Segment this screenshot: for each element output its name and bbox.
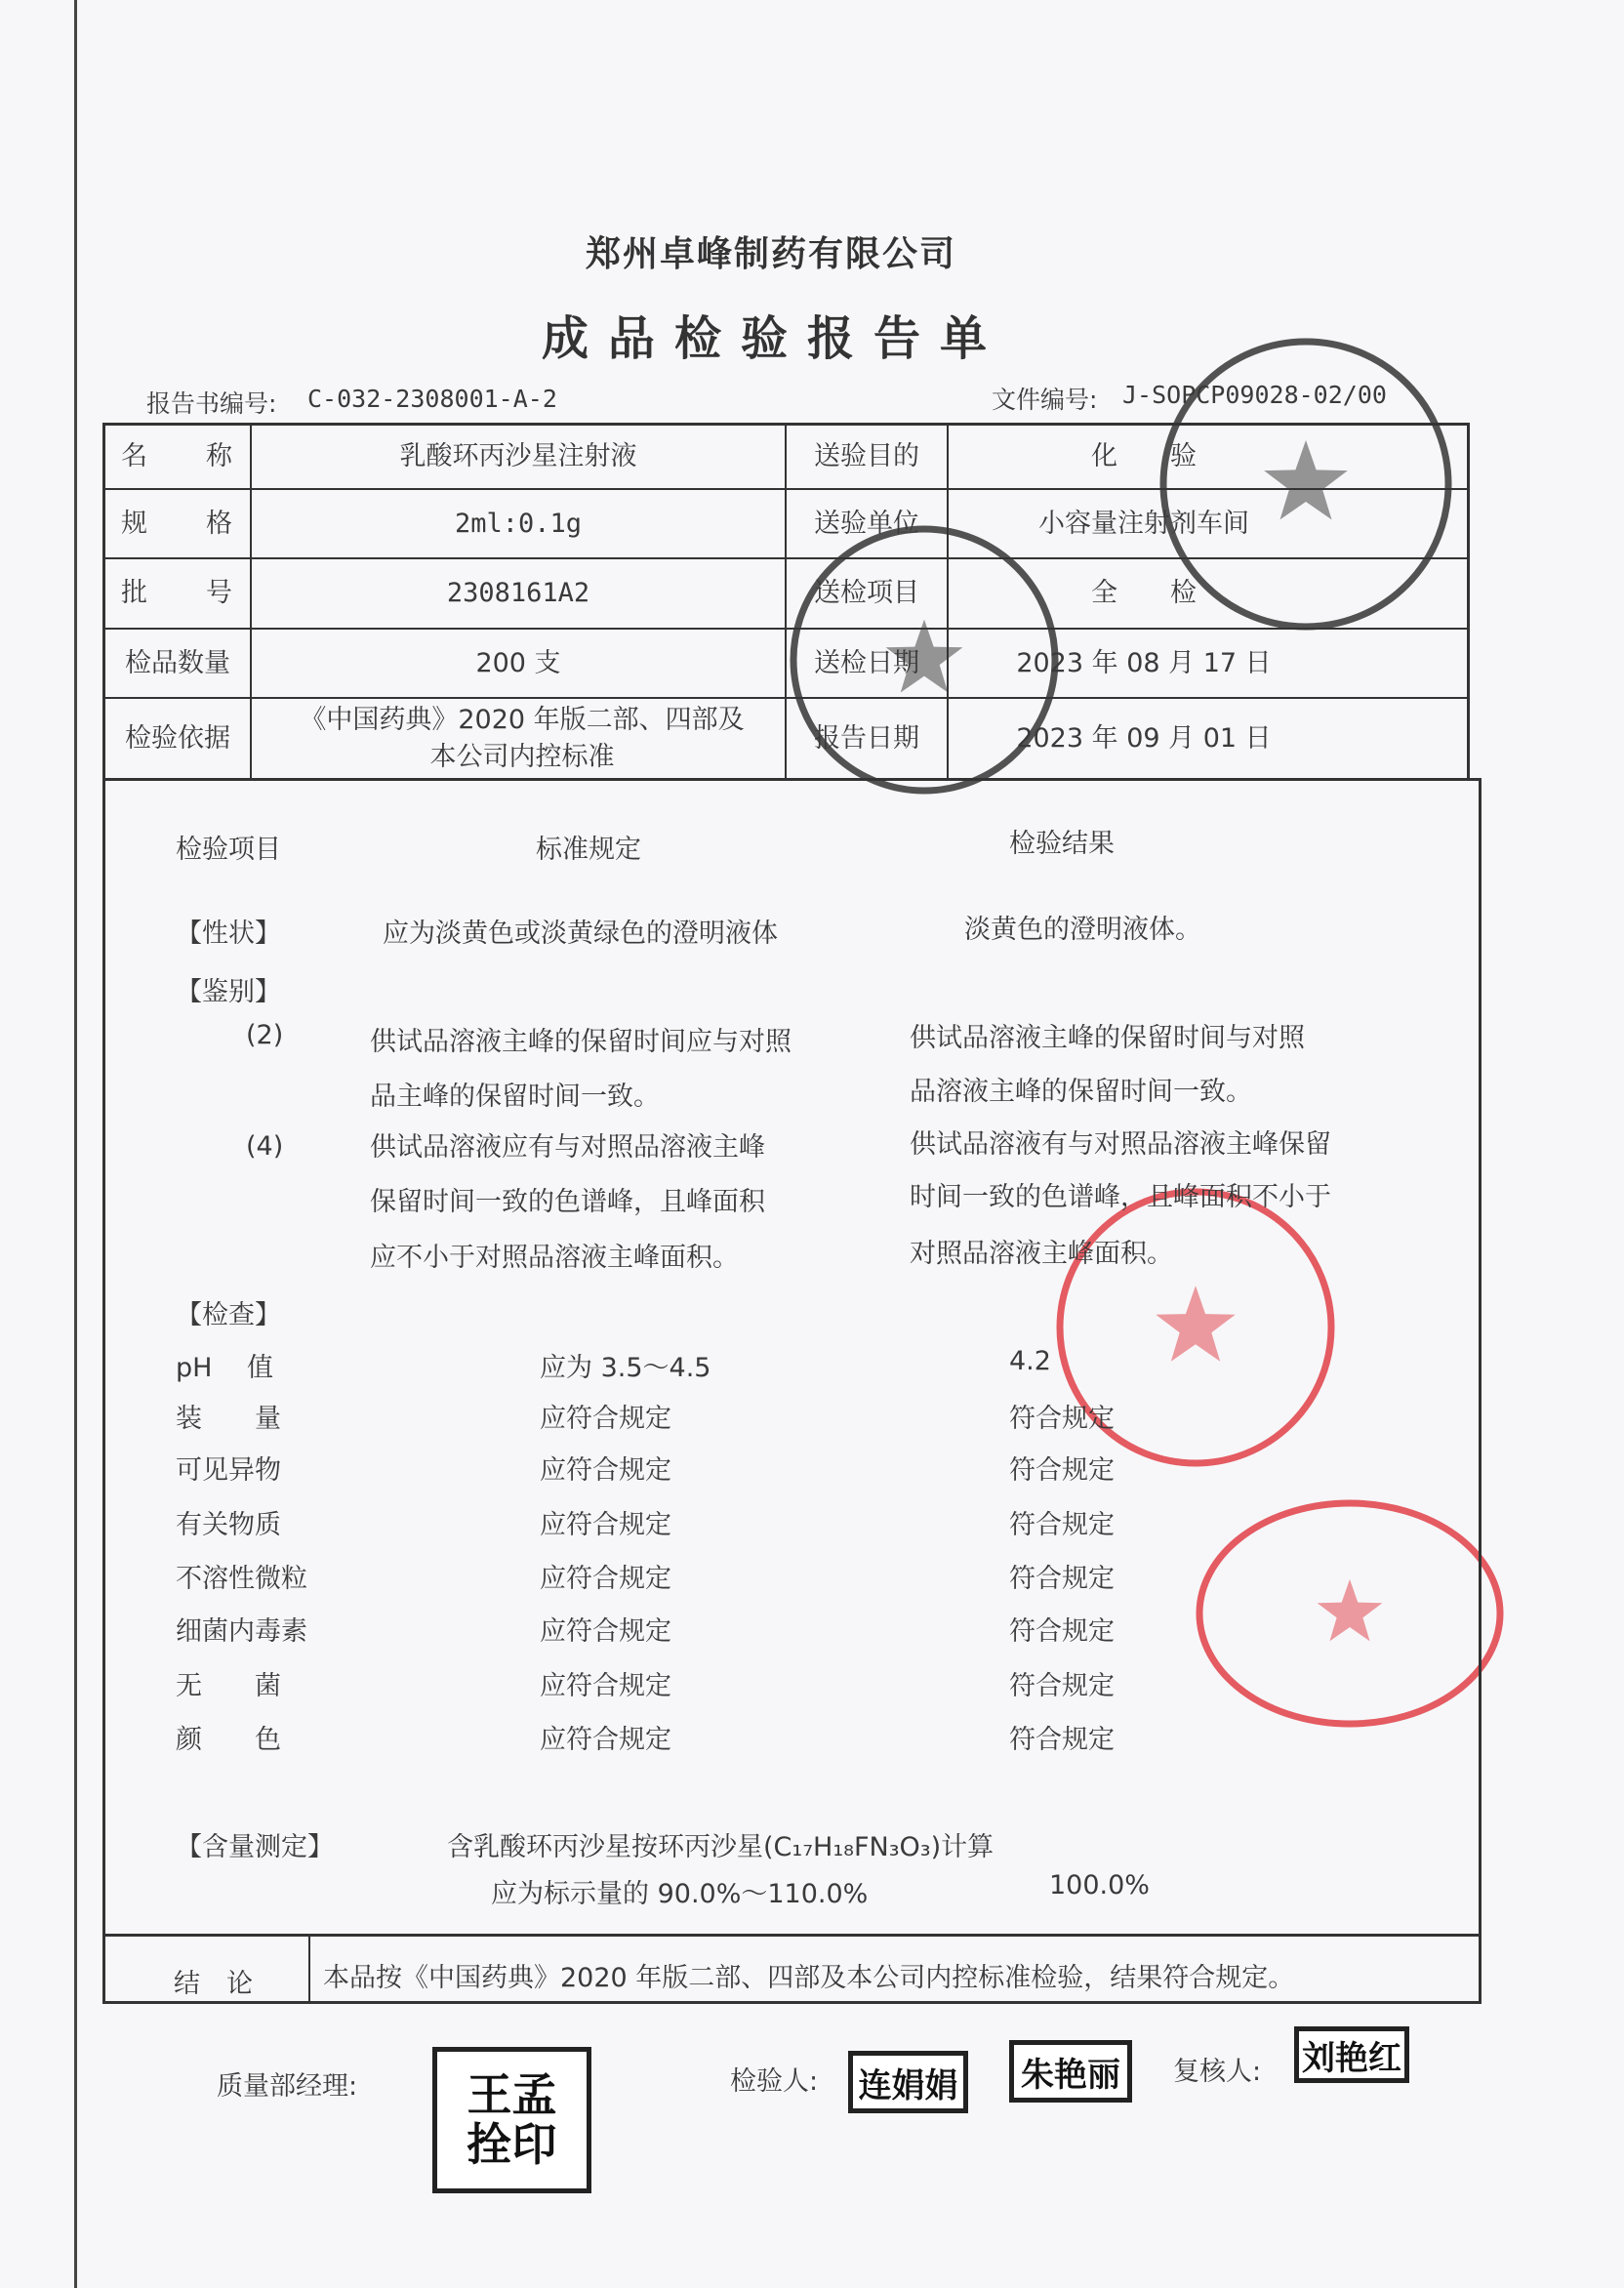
check-name: 有关物质 bbox=[176, 1510, 281, 1540]
reviewer-signature: 刘艳红 bbox=[1294, 2026, 1409, 2083]
check-standard: 应符合规定 bbox=[540, 1564, 671, 1594]
checks-label: 【检查】 bbox=[176, 1300, 281, 1330]
check-result: 符合规定 bbox=[1009, 1564, 1115, 1594]
header-result: 检验结果 bbox=[1009, 829, 1115, 859]
check-name: 无 菌 bbox=[176, 1671, 281, 1701]
ident-result-line: 时间一致的色谱峰，且峰面积不小于 bbox=[910, 1182, 1331, 1212]
value-basis: 《中国药典》2020 年版二部、四部及本公司内控标准 bbox=[300, 704, 745, 772]
check-name: 可见异物 bbox=[176, 1455, 281, 1486]
assay-standard-line2: 应为标示量的 90.0%～110.0% bbox=[491, 1879, 869, 1909]
ident-no: (4) bbox=[246, 1131, 284, 1162]
value-unit: 小容量注射剂车间 bbox=[1038, 508, 1249, 539]
assay-result: 100.0% bbox=[1049, 1870, 1150, 1900]
check-result: 符合规定 bbox=[1009, 1455, 1115, 1486]
check-name: 细菌内毒素 bbox=[176, 1616, 307, 1647]
label-batch: 批 号 bbox=[121, 578, 234, 609]
value-spec: 2ml:0.1g bbox=[454, 508, 583, 539]
value-items: 全 检 bbox=[1091, 578, 1197, 609]
file-no: J-SOPCP09028-02/00 bbox=[1122, 381, 1387, 409]
manager-seal: 王孟拴印 bbox=[432, 2047, 591, 2193]
appearance-result: 淡黄色的澄明液体。 bbox=[964, 915, 1201, 945]
header-item: 检验项目 bbox=[176, 835, 281, 865]
value-submit-date: 2023 年 08 月 17 日 bbox=[1016, 647, 1272, 678]
label-spec: 规 格 bbox=[121, 508, 234, 539]
check-result: 符合规定 bbox=[1009, 1616, 1115, 1647]
check-result: 符合规定 bbox=[1009, 1671, 1115, 1701]
check-standard: 应符合规定 bbox=[540, 1510, 671, 1540]
ident-result-line: 对照品溶液主峰面积。 bbox=[910, 1239, 1173, 1269]
check-name: 不溶性微粒 bbox=[176, 1564, 307, 1594]
manager-label: 质量部经理: bbox=[217, 2071, 358, 2102]
ident-standard-line: 供试品溶液应有与对照品溶液主峰 bbox=[370, 1132, 765, 1163]
check-standard: 应符合规定 bbox=[540, 1725, 671, 1755]
inspector-signature: 连娟娟 bbox=[848, 2051, 968, 2113]
check-standard: 应为 3.5～4.5 bbox=[540, 1353, 711, 1383]
label-name: 名 称 bbox=[121, 441, 234, 472]
header-standard: 标准规定 bbox=[536, 835, 641, 865]
ident-result-line: 品溶液主峰的保留时间一致。 bbox=[910, 1077, 1252, 1107]
label-submit-date: 送检日期 bbox=[814, 647, 919, 678]
quality-dept-stamp bbox=[1186, 1490, 1514, 1737]
inspector-signature: 朱艳丽 bbox=[1009, 2040, 1132, 2103]
report-title: 成品检验报告单 bbox=[542, 311, 1007, 366]
value-batch: 2308161A2 bbox=[446, 578, 590, 609]
conclusion-label: 结 论 bbox=[174, 1969, 253, 1999]
label-report-date: 报告日期 bbox=[814, 722, 919, 754]
ident-standard-line: 应不小于对照品溶液主峰面积。 bbox=[370, 1243, 739, 1273]
label-quantity: 检品数量 bbox=[125, 647, 230, 678]
ident-result-line: 供试品溶液有与对照品溶液主峰保留 bbox=[910, 1129, 1331, 1160]
value-name: 乳酸环丙沙星注射液 bbox=[399, 441, 637, 472]
check-name: pH 值 bbox=[176, 1353, 274, 1383]
report-no: C-032-2308001-A-2 bbox=[307, 385, 557, 413]
label-items: 送检项目 bbox=[814, 578, 919, 609]
identification-label: 【鉴别】 bbox=[176, 977, 281, 1007]
value-purpose: 化 验 bbox=[1091, 441, 1197, 472]
label-unit: 送验单位 bbox=[814, 508, 919, 539]
check-result: 4.2 bbox=[1009, 1346, 1051, 1376]
report-no-label: 报告书编号: bbox=[146, 389, 277, 418]
check-standard: 应符合规定 bbox=[540, 1455, 671, 1486]
inspector-label: 检验人: bbox=[730, 2066, 819, 2097]
company-name: 郑州卓峰制药有限公司 bbox=[586, 234, 957, 274]
reviewer-label: 复核人: bbox=[1173, 2057, 1262, 2087]
check-standard: 应符合规定 bbox=[540, 1616, 671, 1647]
ident-no: (2) bbox=[246, 1020, 284, 1050]
assay-standard-line1: 含乳酸环丙沙星按环丙沙星(C₁₇H₁₈FN₃O₃)计算 bbox=[447, 1832, 995, 1862]
check-result: 符合规定 bbox=[1009, 1510, 1115, 1540]
label-purpose: 送验目的 bbox=[814, 441, 919, 472]
star-icon bbox=[1318, 1579, 1383, 1642]
ident-result-line: 供试品溶液主峰的保留时间与对照 bbox=[910, 1023, 1305, 1053]
value-report-date: 2023 年 09 月 01 日 bbox=[1016, 722, 1272, 754]
check-standard: 应符合规定 bbox=[540, 1671, 671, 1701]
appearance-label: 【性状】 bbox=[176, 919, 281, 949]
conclusion-text: 本品按《中国药典》2020 年版二部、四部及本公司内控标准检验，结果符合规定。 bbox=[323, 1963, 1295, 1993]
ident-standard-line: 保留时间一致的色谱峰，且峰面积 bbox=[370, 1187, 765, 1217]
ident-standard-line: 品主峰的保留时间一致。 bbox=[370, 1082, 660, 1112]
file-no-label: 文件编号: bbox=[992, 386, 1098, 414]
star-icon bbox=[1156, 1286, 1236, 1362]
label-basis: 检验依据 bbox=[125, 722, 230, 754]
check-name: 颜 色 bbox=[176, 1725, 281, 1755]
check-result: 符合规定 bbox=[1009, 1404, 1115, 1434]
appearance-standard: 应为淡黄色或淡黄绿色的澄明液体 bbox=[383, 919, 778, 949]
value-quantity: 200 支 bbox=[475, 647, 561, 678]
ident-standard-line: 供试品溶液主峰的保留时间应与对照 bbox=[370, 1027, 792, 1057]
check-name: 装 量 bbox=[176, 1404, 281, 1434]
check-standard: 应符合规定 bbox=[540, 1404, 671, 1434]
assay-label: 【含量测定】 bbox=[176, 1832, 334, 1862]
check-result: 符合规定 bbox=[1009, 1725, 1115, 1755]
